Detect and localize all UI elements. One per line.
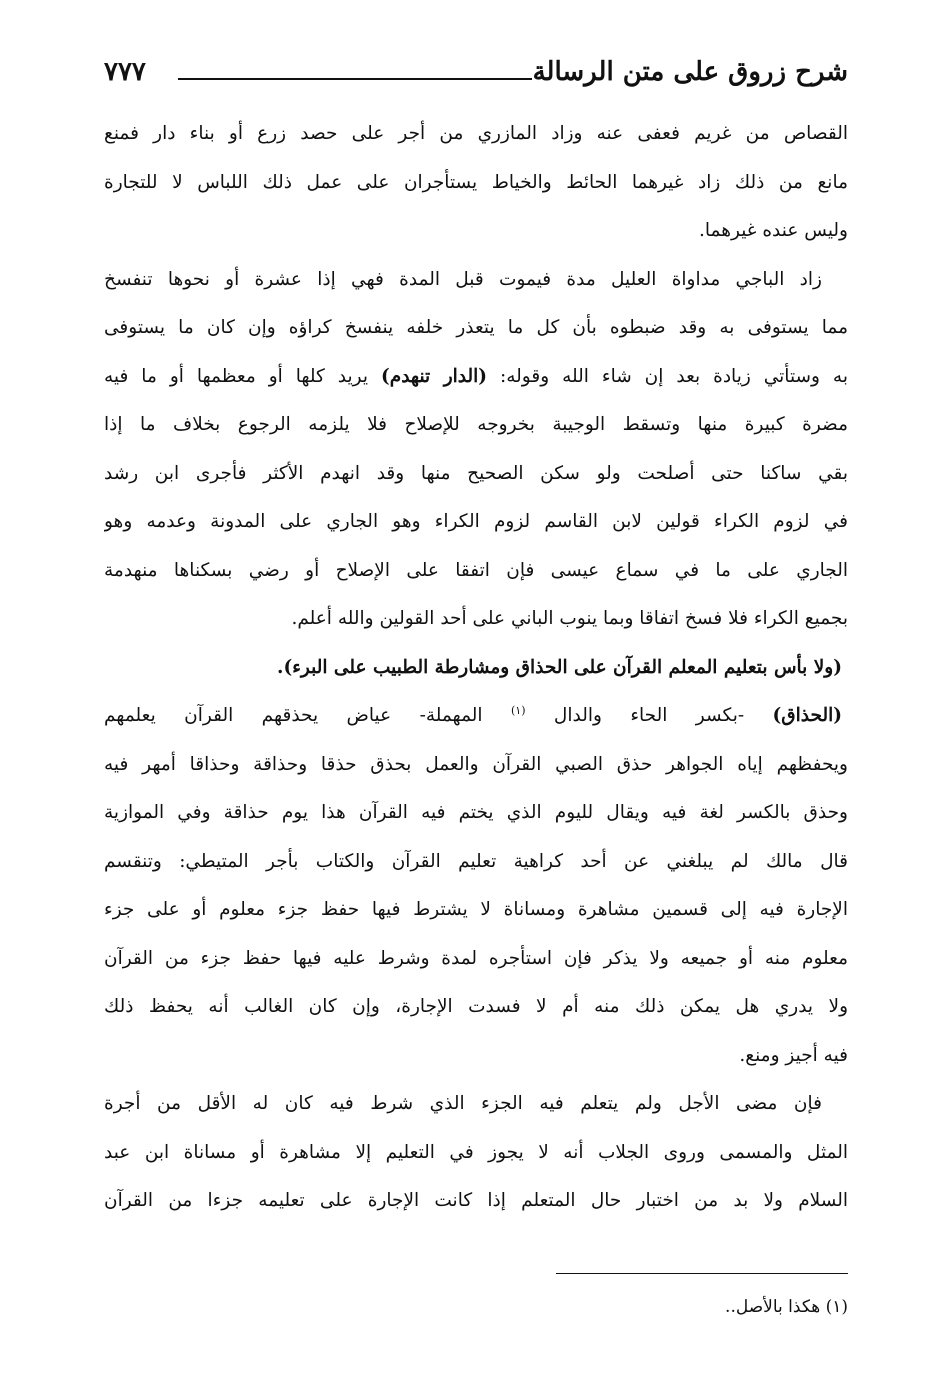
text-line: الجاري على ما في سماع عيسى فإن اتفقا على الإصلاح أو رضي بسكناها منهدمة — [104, 559, 848, 581]
text-line: بجميع الكراء فلا فسخ اتفاقا وبما ينوب الباني على أحد القولين والله أعلم. — [291, 608, 848, 629]
text-run: المهملة- عياض يحذقهم القرآن يعلمهم — [104, 705, 511, 726]
text-line: ويحفظهم إياه الجواهر حذق الصبي القرآن والعمل بحذق حذقا وحذاقة وحذاقا أمهر فيه — [104, 753, 848, 775]
text-line: ولا يدري هل يمكن ذلك منه أم لا فسدت الإجارة، وإن كان الغالب أنه يحفظ ذلك — [104, 996, 848, 1017]
page-number: ٧٧٧ — [104, 57, 146, 87]
text-line: وليس عنده غيرهما. — [699, 220, 848, 241]
text-line — [104, 353, 848, 402]
text-run: به وستأتي زيادة بعد إن شاء الله وقوله: — [487, 365, 848, 387]
text-line: معلوم منه أو جميعه ولا يذكر فإن استأجره لمدة وشرط عليه فيها حفظ جزء من القرآن — [104, 947, 848, 969]
footnote-reference[interactable]: (١) — [510, 703, 526, 717]
text-line: وحذق بالكسر لغة فيه ويقال لليوم الذي يختم فيه القرآن هذا يوم حذاقة وفي الموازية — [104, 802, 848, 823]
text-line: فإن مضى الأجل ولم يتعلم فيه الجزء الذي شرط فيه كان له الأقل من أجرة — [104, 1093, 822, 1114]
text-line — [104, 692, 848, 741]
text-line: زاد الباجي مداواة العليل مدة فيموت قبل المدة فهي إذا عشرة أو نحوها تنفسخ — [104, 268, 822, 290]
text-line: الإجارة فيه إلى قسمين مشاهرة ومساناة لا يشترط فيها حفظ جزء معلوم أو على جزء — [104, 899, 848, 920]
text-line: المثل والمسمى وروى الجلاب أنه لا يجوز في التعليم إلا مشاهرة أو مساناة ابن عبد — [104, 1141, 848, 1163]
text-line: مانع من ذلك زاد غيرهما الحائط والخياط يستأجران على عمل ذلك اللباس لا للتجارة — [104, 171, 848, 193]
text-line: القصاص من غريم فعفى عنه وزاد المازري من أجر على حصد زرع أو بناء دار فمنع — [104, 123, 848, 144]
text-line: السلام ولا بد من اختبار حال المتعلم إذا كانت الإجارة على تعليمه جزءا من القرآن — [104, 1190, 848, 1211]
text-line: في لزوم الكراء قولين لابن القاسم لزوم الكراء وهو الجاري على المدونة وعدمه وهو — [104, 511, 848, 532]
text-line: مضرة كبيرة منها وتسقط الوجيبة بخروجه للإصلاح فلا يلزمه الرجوع بخلاف ما إذا — [104, 414, 848, 435]
defined-term: (الحذاق) — [772, 705, 842, 726]
footnote-rule — [556, 1273, 848, 1274]
text-line: مما يستوفى به وقد ضبطوه بأن كل ما يتعذر خلفه ينفسخ كراؤه وإن كان ما يستوفى — [104, 317, 848, 338]
running-title: شرح زروق على متن الرسالة — [532, 57, 848, 87]
text-line: قال مالك لم يبلغني عن أحد كراهية تعليم القرآن والكتاب بأجر المتيطي: وتنقسم — [104, 850, 848, 872]
text-line: فيه أجيز ومنع. — [739, 1044, 848, 1066]
text-run: يريد كلها أو معظمها أو ما فيه — [104, 365, 381, 387]
text-run: -بكسر الحاء والدال — [525, 705, 773, 726]
text-line: بقي ساكنا حتى أصلحت ولو سكن الصحيح منها وقد انهدم الأكثر فأجرى ابن رشد — [104, 462, 848, 484]
header-rule — [178, 78, 532, 80]
body-text — [104, 110, 848, 1226]
matn-heading: (ولا بأس بتعليم المعلم القرآن على الحذاق ومشارطة الطبيب على البرء). — [277, 656, 842, 678]
footnote: (١) هكذا بالأصل.. — [725, 1297, 848, 1317]
quoted-matn-term: (الدار تنهدم) — [381, 365, 488, 387]
